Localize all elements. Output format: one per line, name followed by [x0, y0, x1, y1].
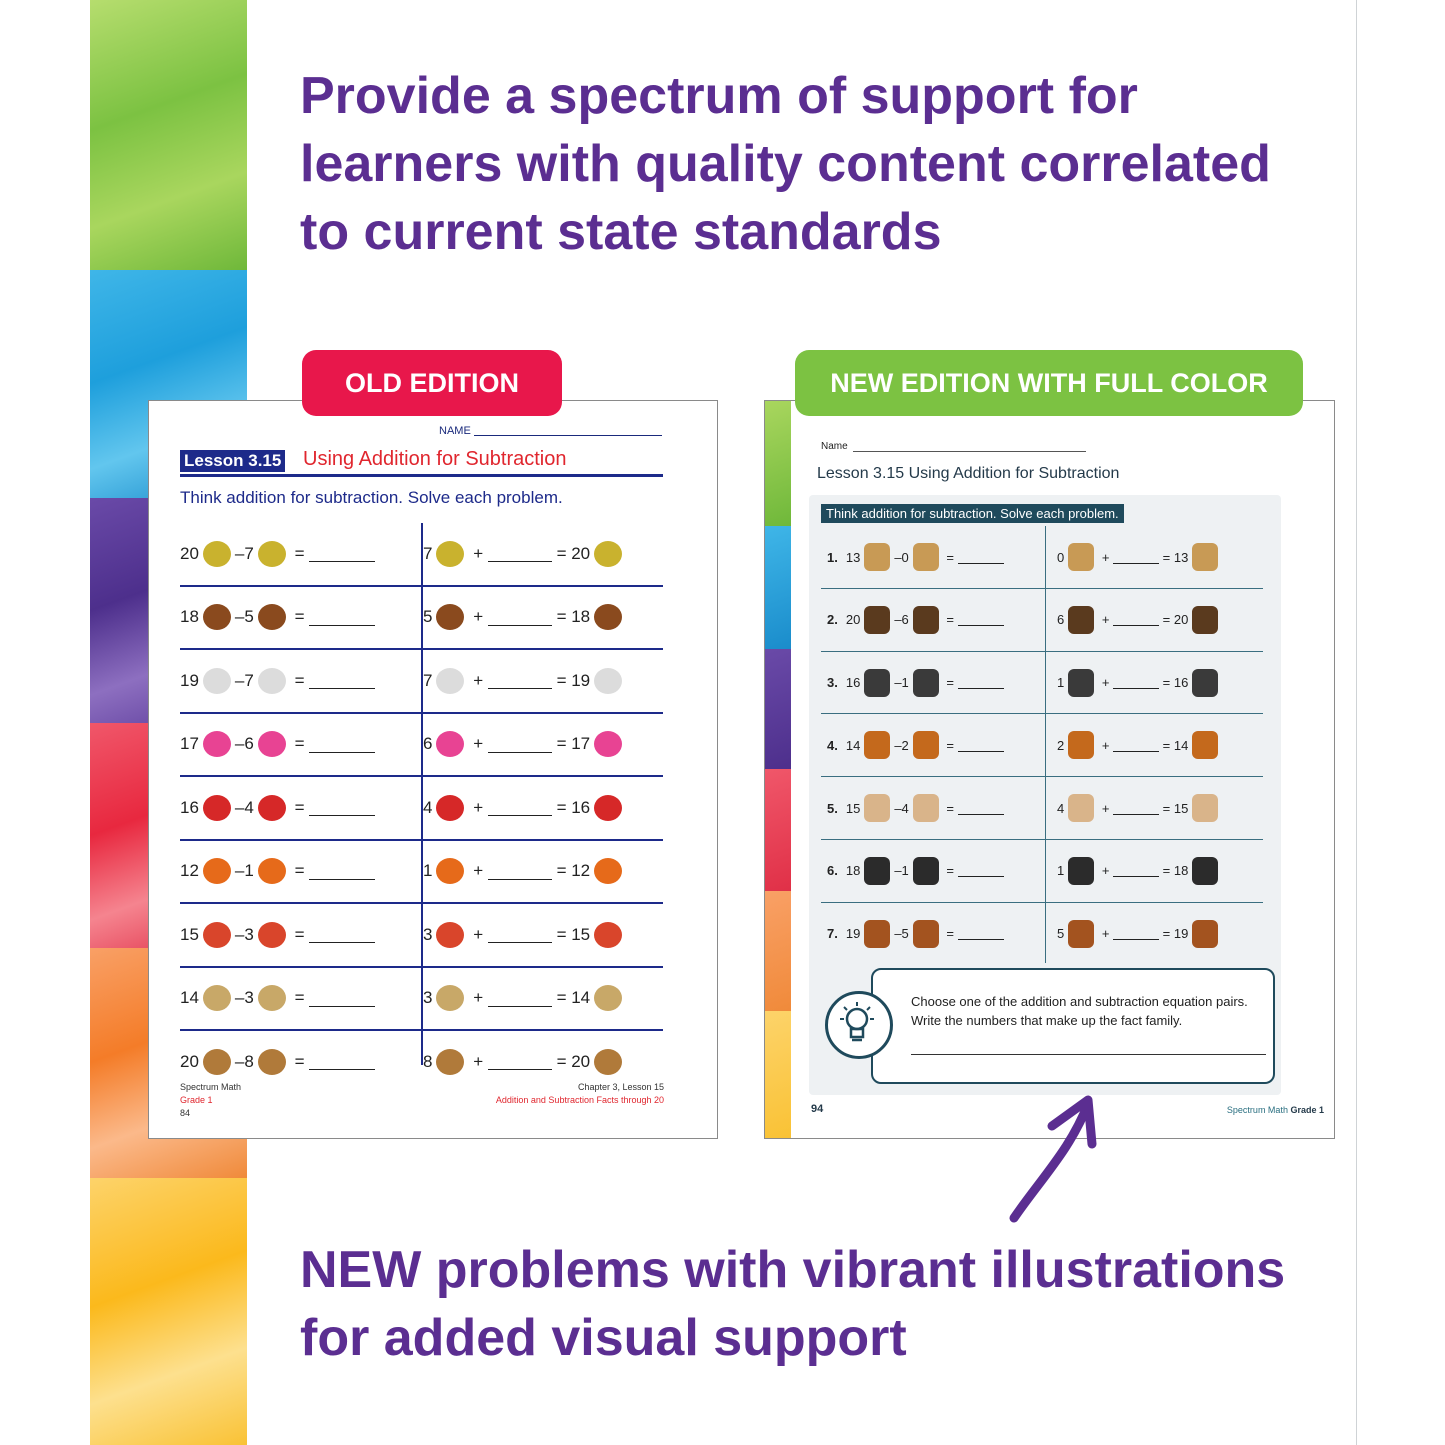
part-number: 3	[244, 924, 254, 944]
answer-blank	[488, 545, 552, 562]
answer-blank	[309, 545, 375, 562]
part-number: 7	[423, 670, 433, 690]
flower-icon	[258, 731, 286, 757]
giraffe-icon	[1192, 543, 1218, 571]
flower-icon	[436, 731, 464, 757]
mouse-icon	[436, 1049, 464, 1075]
addition-problem: 5 + = 18	[423, 587, 663, 648]
total-number: 16	[1173, 675, 1189, 691]
giraffe-icon	[913, 543, 939, 571]
total-number: 19	[180, 670, 199, 690]
subtraction-problem: 15 – 3 =	[180, 904, 418, 965]
owl-icon	[913, 731, 939, 759]
total-number: 20	[1173, 612, 1189, 628]
highland-cow-icon	[864, 920, 890, 948]
addition-problem: 7 + = 20	[423, 523, 663, 584]
panda-icon	[864, 669, 890, 697]
total-number: 16	[180, 797, 199, 817]
problem-number: 6.	[827, 863, 838, 879]
football-icon	[203, 604, 231, 630]
owl-icon	[864, 731, 890, 759]
lesson-badge: Lesson 3.15	[180, 450, 285, 472]
part-number: 2	[1057, 737, 1065, 753]
part-number: 7	[244, 670, 254, 690]
answer-blank	[1113, 613, 1159, 626]
subtraction-problem: 1. 13 – 0 =	[827, 526, 1041, 588]
rainbow-page-edge	[765, 401, 791, 1138]
addition-problem: 2 + = 14	[1057, 714, 1267, 776]
airplane-icon	[436, 922, 464, 948]
answer-blank	[488, 672, 552, 689]
total-number: 14	[1173, 737, 1189, 753]
answer-blank	[488, 736, 552, 753]
addition-problem: 6 + = 20	[1057, 589, 1267, 651]
addition-problem: 1 + = 18	[1057, 840, 1267, 902]
subtraction-problem: 7. 19 – 5 =	[827, 903, 1041, 965]
answer-blank	[309, 1053, 375, 1070]
new-edition-tag: NEW EDITION WITH FULL COLOR	[795, 350, 1303, 416]
table-row	[821, 589, 1263, 652]
answer-blank	[1113, 551, 1159, 564]
table-row	[821, 714, 1263, 777]
lesson-title: Lesson 3.15 Using Addition for Subtraction	[817, 465, 1120, 482]
instructions-banner: Think addition for subtraction. Solve each problem.	[821, 504, 1124, 523]
footer-grade: Grade 1	[180, 1095, 213, 1105]
zebra-icon	[1192, 857, 1218, 885]
answer-blank	[1113, 802, 1159, 815]
moose-icon	[1068, 606, 1094, 634]
answer-blank	[958, 551, 1004, 564]
problem-number: 4.	[827, 737, 838, 753]
part-number: 4	[1057, 800, 1065, 816]
fact-family-box	[871, 968, 1275, 1084]
answer-line	[911, 1054, 1266, 1055]
total-number: 14	[845, 737, 861, 753]
total-number: 20	[571, 1051, 591, 1071]
part-number: 5	[244, 607, 254, 626]
table-row	[180, 650, 663, 714]
total-number: 17	[180, 734, 199, 753]
answer-blank	[958, 613, 1004, 626]
footer-left	[180, 1081, 241, 1120]
dog-icon	[594, 985, 622, 1011]
footer-grade: Grade 1	[1290, 1105, 1324, 1115]
part-number: 6	[423, 734, 433, 753]
part-number: 5	[423, 607, 433, 626]
total-number: 14	[571, 988, 591, 1007]
part-number: 3	[423, 924, 433, 944]
snail-icon	[1068, 794, 1094, 822]
total-number: 15	[1173, 800, 1189, 816]
lesson-title: Using Addition for Subtraction	[303, 448, 567, 470]
answer-blank	[958, 864, 1004, 877]
table-row	[821, 652, 1263, 715]
addition-problem: 4 + = 15	[1057, 777, 1267, 839]
truck-icon	[594, 858, 622, 884]
problem-number: 2.	[827, 612, 838, 628]
flower-icon	[203, 731, 231, 757]
problem-grid	[180, 523, 663, 1093]
baseball-icon	[436, 668, 464, 694]
part-number: 8	[423, 1051, 433, 1071]
snail-icon	[913, 794, 939, 822]
total-number: 16	[571, 797, 591, 817]
baseball-icon	[258, 668, 286, 694]
car-icon	[258, 795, 286, 821]
footer-right	[496, 1081, 664, 1107]
total-number: 20	[571, 543, 591, 563]
addition-problem: 3 + = 14	[423, 968, 663, 1029]
panda-icon	[1068, 669, 1094, 697]
answer-blank	[958, 927, 1004, 940]
total-number: 18	[180, 607, 199, 626]
part-number: 5	[901, 926, 909, 942]
answer-blank	[488, 799, 552, 816]
total-number: 19	[1173, 926, 1189, 942]
old-edition-worksheet	[148, 400, 718, 1139]
answer-blank	[488, 990, 552, 1007]
moose-icon	[864, 606, 890, 634]
total-number: 13	[845, 549, 861, 565]
football-icon	[436, 604, 464, 630]
instructions: Think addition for subtraction. Solve each problem.	[180, 488, 563, 507]
name-line	[474, 435, 662, 436]
snail-icon	[1192, 794, 1218, 822]
part-number: 3	[423, 988, 433, 1007]
table-row	[821, 840, 1263, 903]
subtraction-problem: 14 – 3 =	[180, 968, 418, 1029]
new-edition-worksheet	[764, 400, 1335, 1139]
table-row	[180, 714, 663, 778]
part-number: 6	[244, 734, 254, 753]
footer-series: Spectrum Math	[1226, 1105, 1288, 1115]
addition-problem: 5 + = 19	[1057, 903, 1267, 965]
footer-series: Spectrum Math	[180, 1082, 242, 1092]
car-icon	[203, 795, 231, 821]
zebra-icon	[1068, 857, 1094, 885]
snail-icon	[203, 541, 231, 567]
zebra-icon	[864, 857, 890, 885]
mouse-icon	[594, 1049, 622, 1075]
car-icon	[436, 795, 464, 821]
total-number: 18	[1173, 863, 1189, 879]
zebra-icon	[913, 857, 939, 885]
highland-cow-icon	[1068, 920, 1094, 948]
total-number: 19	[845, 926, 861, 942]
part-number: 6	[1057, 612, 1065, 628]
total-number: 15	[571, 924, 591, 944]
part-number: 1	[423, 861, 433, 880]
addition-problem: 6 + = 17	[423, 714, 663, 775]
subtraction-problem: 19 – 7 =	[180, 650, 418, 711]
total-number: 14	[180, 988, 199, 1007]
table-row	[180, 968, 663, 1032]
subtraction-problem: 6. 18 – 1 =	[827, 840, 1041, 902]
owl-icon	[1068, 731, 1094, 759]
airplane-icon	[258, 922, 286, 948]
car-icon	[594, 795, 622, 821]
part-number: 0	[1057, 549, 1065, 565]
owl-icon	[1192, 731, 1218, 759]
answer-blank	[488, 609, 552, 626]
name-label: NAME	[439, 425, 471, 437]
answer-blank	[309, 672, 375, 689]
footer-topic: Addition and Subtraction Facts through 20	[495, 1095, 664, 1105]
part-number: 1	[1057, 863, 1065, 879]
subtraction-problem: 4. 14 – 2 =	[827, 714, 1041, 776]
headline: Provide a spectrum of support for learners with quality content correlated to current state standards	[300, 67, 1271, 261]
answer-blank	[1113, 864, 1159, 877]
total-number: 15	[845, 800, 861, 816]
name-label: Name	[821, 441, 848, 452]
old-edition-tag: OLD EDITION	[302, 350, 562, 416]
part-number: 1	[901, 675, 909, 691]
answer-blank	[309, 990, 375, 1007]
subtraction-problem: 17 – 6 =	[180, 714, 418, 775]
fact-family-prompt: Choose one of the addition and subtraction equation pairs. Write the numbers that make up the fact family.	[911, 994, 1248, 1028]
answer-blank	[958, 676, 1004, 689]
footer-brand	[1227, 1105, 1324, 1115]
footer-page-number: 84	[180, 1108, 191, 1118]
subtraction-problem: 20 – 7 =	[180, 523, 418, 584]
answer-blank	[958, 739, 1004, 752]
airplane-icon	[594, 922, 622, 948]
flower-icon	[594, 731, 622, 757]
football-icon	[258, 604, 286, 630]
panda-icon	[913, 669, 939, 697]
answer-blank	[309, 609, 375, 626]
giraffe-icon	[1068, 543, 1094, 571]
total-number: 17	[571, 734, 591, 753]
dog-icon	[436, 985, 464, 1011]
total-number: 16	[845, 675, 861, 691]
problem-number: 7.	[827, 926, 838, 942]
mouse-icon	[258, 1049, 286, 1075]
problem-number: 5.	[827, 800, 838, 816]
total-number: 20	[180, 1051, 199, 1071]
highland-cow-icon	[1192, 920, 1218, 948]
part-number: 4	[244, 797, 254, 817]
mouse-icon	[203, 1049, 231, 1075]
answer-blank	[1113, 927, 1159, 940]
table-row	[821, 526, 1263, 589]
answer-blank	[309, 799, 375, 816]
snail-icon	[436, 541, 464, 567]
part-number: 3	[244, 988, 254, 1007]
highland-cow-icon	[913, 920, 939, 948]
addition-problem: 1 + = 12	[423, 841, 663, 902]
subtraction-problem: 20 – 8 =	[180, 1031, 418, 1092]
table-row	[821, 777, 1263, 840]
baseball-icon	[203, 668, 231, 694]
addition-problem: 7 + = 19	[423, 650, 663, 711]
lightbulb-icon	[825, 991, 893, 1059]
truck-icon	[203, 858, 231, 884]
part-number: 7	[244, 543, 254, 563]
problem-number: 1.	[827, 549, 838, 565]
part-number: 1	[244, 861, 254, 880]
part-number: 1	[1057, 675, 1065, 691]
total-number: 18	[845, 863, 861, 879]
snail-icon	[258, 541, 286, 567]
total-number: 12	[571, 861, 591, 880]
part-number: 1	[901, 863, 909, 879]
answer-blank	[309, 863, 375, 880]
addition-problem: 0 + = 13	[1057, 526, 1267, 588]
subtraction-problem: 3. 16 – 1 =	[827, 652, 1041, 714]
addition-problem: 4 + = 16	[423, 777, 663, 838]
part-number: 2	[901, 737, 909, 753]
table-row	[180, 523, 663, 587]
part-number: 0	[901, 549, 909, 565]
table-row	[821, 903, 1263, 965]
subtraction-problem: 12 – 1 =	[180, 841, 418, 902]
part-number: 5	[1057, 926, 1065, 942]
giraffe-icon	[864, 543, 890, 571]
total-number: 15	[180, 924, 199, 944]
truck-icon	[436, 858, 464, 884]
moose-icon	[913, 606, 939, 634]
answer-blank	[309, 926, 375, 943]
answer-blank	[309, 736, 375, 753]
part-number: 8	[244, 1051, 254, 1071]
subtraction-problem: 16 – 4 =	[180, 777, 418, 838]
addition-problem: 8 + = 20	[423, 1031, 663, 1092]
answer-blank	[488, 926, 552, 943]
arrow-icon	[1000, 1090, 1110, 1230]
table-row	[180, 904, 663, 968]
part-number: 6	[901, 612, 909, 628]
baseball-icon	[594, 668, 622, 694]
table-row	[180, 841, 663, 905]
total-number: 19	[571, 670, 591, 690]
answer-blank	[1113, 739, 1159, 752]
subtraction-problem: 18 – 5 =	[180, 587, 418, 648]
dog-icon	[258, 985, 286, 1011]
problem-grid	[821, 526, 1263, 965]
table-row	[180, 587, 663, 651]
part-number: 4	[901, 800, 909, 816]
part-number: 7	[423, 543, 433, 563]
answer-blank	[488, 1053, 552, 1070]
total-number: 12	[180, 861, 199, 880]
snail-icon	[594, 541, 622, 567]
addition-problem: 1 + = 16	[1057, 652, 1267, 714]
answer-blank	[958, 802, 1004, 815]
title-rule	[180, 474, 663, 477]
answer-blank	[488, 863, 552, 880]
footer-headline: NEW problems with vibrant illustrations for added visual support	[300, 1241, 1286, 1367]
total-number: 20	[845, 612, 861, 628]
airplane-icon	[203, 922, 231, 948]
part-number: 4	[423, 797, 433, 817]
answer-blank	[1113, 676, 1159, 689]
total-number: 18	[571, 607, 591, 626]
footer-chapter: Chapter 3, Lesson 15	[577, 1082, 664, 1092]
problem-number: 3.	[827, 675, 838, 691]
snail-icon	[864, 794, 890, 822]
football-icon	[594, 604, 622, 630]
subtraction-problem: 5. 15 – 4 =	[827, 777, 1041, 839]
truck-icon	[258, 858, 286, 884]
page-number: 94	[811, 1103, 824, 1115]
total-number: 13	[1173, 549, 1189, 565]
panda-icon	[1192, 669, 1218, 697]
total-number: 20	[180, 543, 199, 563]
dog-icon	[203, 985, 231, 1011]
name-line	[853, 451, 1086, 452]
addition-problem: 3 + = 15	[423, 904, 663, 965]
moose-icon	[1192, 606, 1218, 634]
subtraction-problem: 2. 20 – 6 =	[827, 589, 1041, 651]
table-row	[180, 777, 663, 841]
